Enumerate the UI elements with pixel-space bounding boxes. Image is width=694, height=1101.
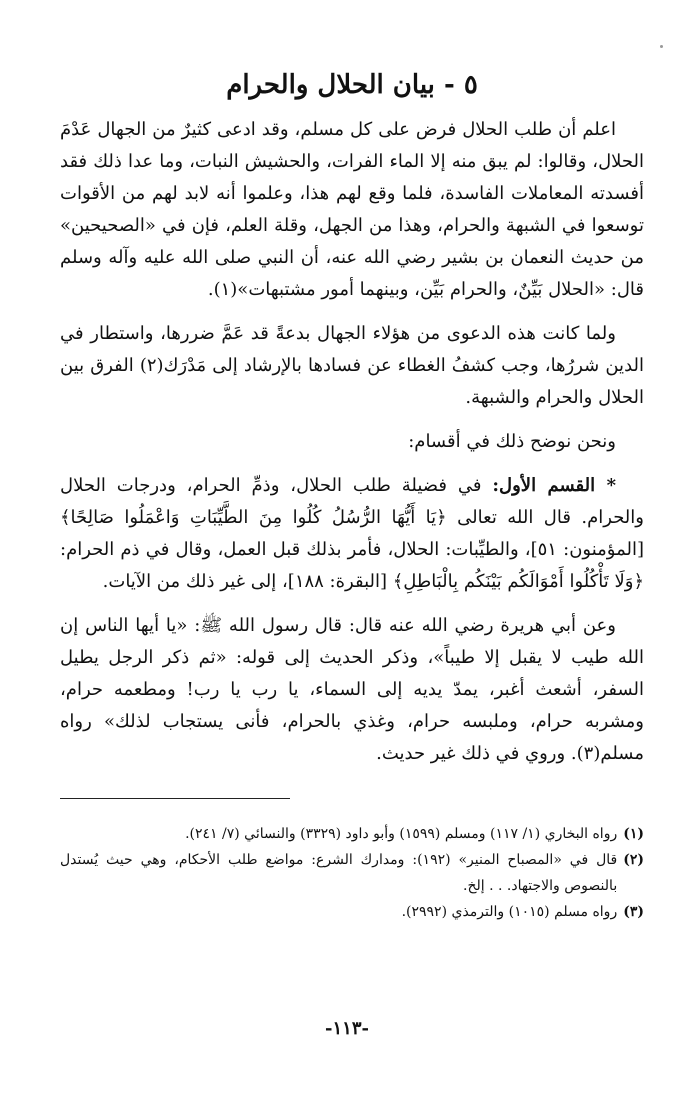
page-body bbox=[60, 70, 644, 925]
paragraph-1: اعلم أن طلب الحلال فرض على كل مسلم، وقد ادعى كثيرٌ من الجهال عَدْمَ الحلال، وقالوا: لم يبق منه إلا الماء الفرات، والحشيش النبات، وما عدا ذلك فقد أفسدته المعاملات الفاسدة، فلما وقع لهم هذا، وعلموا أنه لابد لهم من الأقوات توسعوا في الشبهة والحرام، وهذا من الجهل، وقلة العلم، فإن في «الصحيحين» من حديث النعمان بن بشير رضي الله عنه، أن النبي صلى الله عليه وآله وسلم قال: «الحلال بَيِّنٌ، والحرام بَيِّن، وبينهما أمور مشتبهات»(١). bbox=[60, 119, 644, 300]
footnote-text: رواه البخاري (١/ ١١٧) ومسلم (١٥٩٩) وأبو داود (٣٣٢٩) والنسائي (٧/ ٢٤١). bbox=[185, 826, 618, 842]
chapter-title: ٥ - بيان الحلال والحرام bbox=[226, 70, 478, 100]
section-label: * القسم الأول: bbox=[492, 475, 616, 496]
footnote-item bbox=[60, 899, 644, 925]
paragraph-4 bbox=[60, 470, 644, 598]
margin-mark bbox=[660, 45, 663, 48]
footnote-text: قال في «المصباح المنير» (١٩٢): ومدارك الشرع: مواضع طلب الأحكام، وهي حيث يُستدل بالنصوص والاجتهاد. . . إلخ. bbox=[60, 852, 618, 894]
footnote-number: (١) bbox=[623, 826, 644, 842]
paragraph-3: ونحن نوضح ذلك في أقسام: bbox=[408, 431, 616, 452]
footnote-text: رواه مسلم (١٠١٥) والترمذي (٢٩٩٢). bbox=[401, 904, 618, 920]
section-text: في فضيلة طلب الحلال، وذمِّ الحرام، ودرجات الحلال والحرام. قال الله تعالى ﴿يَا أَيُّهَا الرُّسُلُ كُلُوا مِنَ الطَّيِّبَاتِ وَاعْمَلُوا صَالِحًا﴾ [المؤمنون: ٥١]، والطيِّبات: الحلال، فأمر بذلك قبل العمل، وقال في ذم الحرام: ﴿وَلَا تَأْكُلُوا أَمْوَالَكُم بَيْنَكُم بِالْبَاطِلِ﴾ [البقرة: ١٨٨]، إلى غير ذلك من الآيات. bbox=[60, 475, 644, 592]
footnote-item bbox=[60, 821, 644, 847]
footnote-number: (٣) bbox=[623, 904, 644, 920]
footnote-item bbox=[60, 847, 644, 899]
footnote-number: (٢) bbox=[623, 852, 644, 868]
footnotes bbox=[60, 821, 644, 925]
page-number: -١١٣- bbox=[325, 1018, 369, 1039]
footnote-divider bbox=[60, 798, 290, 799]
paragraph-5: وعن أبي هريرة رضي الله عنه قال: قال رسول الله ﷺ: «يا أيها الناس إن الله طيب لا يقبل إلا طيباً»، وذكر الحديث إلى قوله: «ثم ذكر الرجل يطيل السفر، أشعث أغبر، يمدّ يديه إلى السماء، يا رب يا رب! ومطعمه حرام، ومشربه حرام، وملبسه حرام، وغذي بالحرام، فأنى يستجاب لذلك» رواه مسلم(٣). وروي في ذلك غير حديث. bbox=[60, 615, 644, 764]
paragraph-2: ولما كانت هذه الدعوى من هؤلاء الجهال بدعةً قد عَمَّ ضررها، واستطار في الدين شررُها، وجب كشفُ الغطاء عن فسادها بالإرشاد إلى مَدْرَك(٢) الفرق بين الحلال والحرام والشبهة. bbox=[60, 323, 644, 408]
